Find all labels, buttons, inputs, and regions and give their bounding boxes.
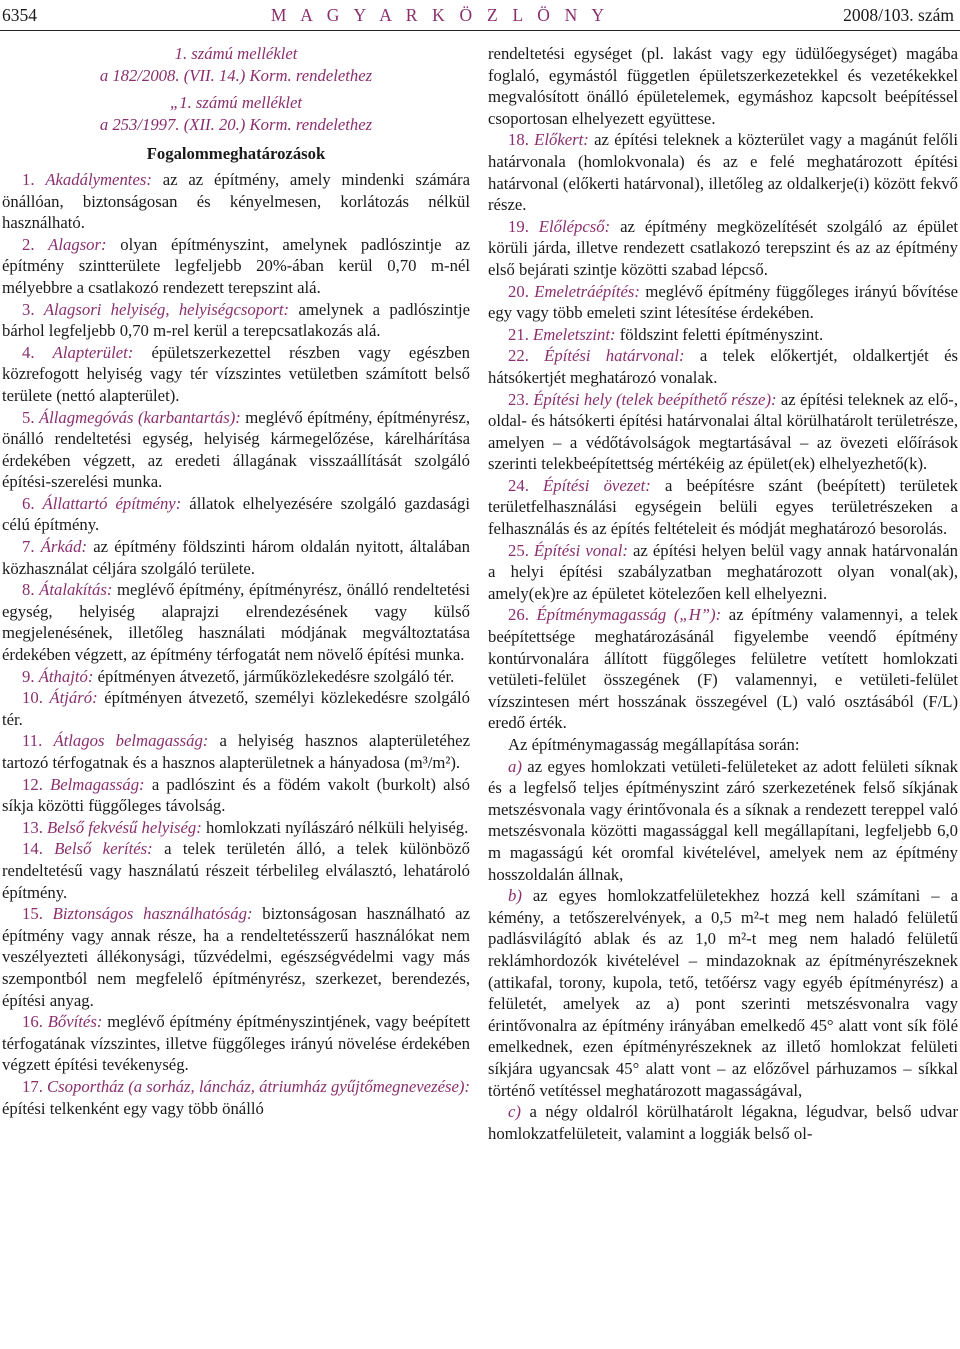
definition-term: Építési határvonal:: [544, 346, 685, 366]
definition-paragraph: [2, 730, 470, 773]
definition-body: a négy oldalról körülhatárolt légakna, légudvar, belső udvar homlokzatfelületeit, valamint a loggiák belső ol-: [488, 1102, 958, 1143]
page-number: 6354: [2, 4, 37, 25]
definition-term: Bővítés:: [47, 1012, 103, 1032]
definition-paragraph: [2, 536, 470, 579]
definition-paragraph: [2, 687, 470, 730]
definition-number: 26.: [508, 605, 529, 625]
page-header: [2, 2, 954, 28]
definition-paragraph: [2, 342, 470, 407]
definition-term: Átjáró:: [49, 688, 98, 708]
definition-body: építményen átvezető, járműközlekedésre szolgáló tér.: [93, 666, 455, 686]
definition-term: Alagsori helyiség, helyiségcsoport:: [43, 299, 290, 319]
definition-body: a padlószint és a födém vakolt (burkolt) alsó síkja közötti függőleges távolság.: [2, 774, 471, 816]
definition-paragraph: [2, 817, 470, 839]
definition-paragraph: [488, 734, 958, 756]
definition-body: állatok elhelyezésére szolgáló gazdasági célú építmény.: [2, 493, 471, 535]
left-column: [2, 43, 470, 1119]
definition-body: földszint feletti építményszint.: [615, 324, 824, 344]
definition-term: Építési hely (telek beépíthető része):: [533, 389, 777, 409]
definition-list-right: [488, 43, 958, 1144]
definition-body: az építmény földszinti három oldalán nyitott, általában közhasználat céljára szolgáló területe.: [2, 537, 470, 578]
definition-body: az építési teleknek a közterület vagy a magánút felőli határvonala (homlokvonala) és az e felé meghatározott építési határvonal (előkerti határvonal), illetőleg az oldalkerje(i) között fekvő része.: [488, 130, 959, 215]
definition-body: az az építmény, amely mindenki számára önállóan, biztonságosan és kényelmesen, korlátozás nélkül használható.: [2, 169, 471, 233]
definition-term: Építménymagasság („H”):: [536, 605, 722, 625]
definition-paragraph: [2, 234, 470, 299]
definition-term: Állagmegóvás (karbantartás):: [38, 407, 241, 427]
definition-paragraph: [2, 666, 470, 688]
definition-term: Belmagasság:: [50, 774, 145, 794]
definition-paragraph: [488, 129, 958, 215]
definition-number: 4.: [22, 342, 35, 362]
definition-body: az egyes homlokzatfelületekhez hozzá kell számítani – a kémény, a tetőszerelvények, a 0,5 m²-t meg nem haladó felületű padlásvilágító ablak és az 1,0 m²-t meg nem haladó felületű reklámhordozók kivételével – mindazoknak az építményrészeknek (attikafal, torony, kupola, tető, tetőérsz vagy egyéb építményrész) a felületét, amelyek az a) pont szerinti metszésvonalra vagy érintővonalra az építmény irányában emelkedő 45° alatt vont sík fölé emelkednek, ezen építményrészeknek az illető homlokzat felületi síkjára ugyancsak 45° alatt vont – az előzővel párhuzamos – síkkal történő vetítéssel meghatározott magasságával,: [488, 886, 958, 1100]
definition-term: a): [508, 756, 522, 776]
definition-term: Átalakítás:: [39, 580, 113, 600]
definition-paragraph: [488, 475, 958, 540]
definition-paragraph: [2, 774, 470, 817]
journal-title: M A G Y A R K Ö Z L Ö N Y: [270, 4, 610, 25]
definition-term: Építési övezet:: [543, 475, 651, 495]
definition-term: Átlagos belmagasság:: [53, 731, 209, 751]
definition-paragraph: [488, 43, 958, 129]
definition-term: b): [508, 886, 522, 906]
header-rule: [0, 30, 960, 31]
definition-number: 11.: [22, 731, 43, 751]
definition-body: a telek területén álló, a telek különböző rendeltetésű vagy használatú részeit térbelileg elválasztó, lehatároló építmény.: [2, 839, 470, 902]
definition-body: olyan építményszint, amelynek padlószintje az építmény szintterülete legfeljebb 20%-ában kerül 0,70 m-nél mélyebbre a csatlakozó rendezett terepszint alá.: [2, 234, 470, 297]
definition-term: Akadálymentes:: [45, 169, 152, 189]
definition-paragraph: [2, 1011, 470, 1076]
definition-term: Árkád:: [40, 537, 88, 557]
definition-body: a beépítésre szánt (beépített) területek területfelhasználási egységein belüli egyes területrészeken a felhasználás és az építés feltételeit és módját meghatározó besorolás.: [488, 475, 958, 539]
definition-term: c): [508, 1102, 521, 1122]
section-title: Fogalommeghatározások: [146, 144, 326, 164]
annex-line-3: „1. számú melléklet: [169, 93, 303, 113]
definition-paragraph: [488, 324, 958, 346]
definition-number: 23.: [508, 389, 529, 409]
annex-line-4: a 253/1997. (XII. 20.) Korm. rendelethez: [99, 114, 373, 134]
definition-body: az egyes homlokzati vetületi-felületeket az adott felületi síknak és a legfelső teljes építményszint záró szerkezetének felső síkjának metszésvonala vagy érintővonala és a síknak a rendezett tereppel való metszésvonala közötti magassággal kell megállapítani, legfeljebb 6,0 m magasságú két oromfal kivételével, amelyek nem az építmény hosszoldalán állnak,: [488, 756, 958, 884]
right-column: [488, 43, 958, 1144]
definition-number: 8.: [22, 580, 35, 600]
definition-paragraph: [488, 216, 958, 281]
definition-number: 20.: [508, 281, 529, 301]
definition-body: az építmény megközelítését szolgáló az épület körüli járda, illetve rendezett csatlakozó terepszint és az az építmény első bejárati szintje közötti szabad lépcső.: [488, 216, 958, 279]
definition-body: meglévő építmény építményszintjének, vagy beépített térfogatának vízszintes, illetve függőleges irányú növelése érdekében végzett építési tevékenység.: [2, 1012, 471, 1075]
definition-list-left: [2, 169, 470, 1119]
definition-term: Előlépcső:: [538, 216, 611, 236]
definition-paragraph: [2, 407, 470, 493]
definition-body: építési telkenként egy vagy több önálló: [2, 1098, 264, 1118]
definition-paragraph: [488, 345, 958, 388]
definition-body: építményen átvezető, személyi közlekedésre szolgáló tér.: [2, 688, 471, 729]
definition-term: Építési vonal:: [533, 540, 628, 560]
definition-paragraph: [488, 885, 958, 1101]
definition-number: 17.: [22, 1076, 43, 1096]
definition-body: az építési teleknek az elő-, oldal- és hátsókerti építési határvonalai által körülhatárolt területrésze, amelyen – a védőtávolságok megtartásával – az övezeti előírások szerinti telekbeépítettség mértékéig az épület(ek) elhelyezhető(k).: [488, 389, 959, 474]
definition-body: amelynek a padlószintje bárhol legfeljebb 0,70 m-rel kerül a terepcsatlakozás alá.: [2, 299, 470, 341]
definition-term: Belső fekvésű helyiség:: [47, 817, 202, 837]
annex-line-1: 1. számú melléklet: [174, 44, 298, 63]
definition-paragraph: [488, 1101, 958, 1144]
definition-number: 1.: [22, 169, 35, 189]
definition-term: Alagsor:: [48, 234, 107, 254]
definition-number: 9.: [22, 666, 35, 686]
definition-paragraph: [488, 281, 958, 324]
definition-paragraph: [488, 389, 958, 475]
definition-number: 22.: [508, 346, 529, 366]
definition-number: 24.: [508, 475, 529, 495]
definition-number: 15.: [22, 904, 43, 924]
definition-term: Áthajtó:: [38, 666, 94, 686]
definition-body: a helyiség hasznos alapterületéhez tartozó térfogatnak és a hasznos alapterületnek a hányadosa (m³/m²).: [2, 731, 470, 772]
definition-term: Előkert:: [534, 130, 589, 150]
definition-number: 12.: [22, 774, 43, 794]
definition-number: 7.: [22, 537, 35, 557]
definition-number: 25.: [508, 540, 529, 560]
definition-paragraph: [2, 579, 470, 665]
definition-term: Emeletszint:: [533, 324, 616, 344]
definition-number: 10.: [22, 688, 43, 708]
definition-body: homlokzati nyílászáró nélküli helyiség.: [201, 817, 469, 837]
definition-paragraph: [488, 540, 958, 605]
issue-number: 2008/103. szám: [843, 4, 954, 25]
definition-number: 3.: [22, 299, 35, 319]
definition-body: rendeltetési egységet (pl. lakást vagy egy üdülőegységet) magába foglaló, egymástól független épületszerkezetekkel és vezetékekkel megvalósított önálló épületelemek, egymáshoz kapcsolt beépítéssel csoportosan elhelyezett együttese.: [488, 44, 958, 128]
definition-number: 16.: [22, 1012, 43, 1032]
definition-body: épületszerkezettel részben vagy egészben közrefogott helyiség vagy tér vízszintes vetületben számított belső területe (nettó alapterület).: [2, 342, 470, 405]
definition-body: meglévő építmény függőleges irányú bővítése egy vagy több emeleti szint létesítése érdekében.: [488, 281, 959, 323]
definition-term: Belső kerítés:: [54, 839, 153, 859]
definition-body: biztonságosan használható az építmény vagy annak része, ha a rendeltetésszerű használókat nem veszélyezteti állékonysági, tűzvédelmi, egészségvédelmi vagy más szempontból nem megfelelő építményrész, szerkezet, berendezés, építési anyag.: [2, 904, 470, 1010]
definition-number: 19.: [508, 216, 529, 236]
definition-paragraph: [2, 903, 470, 1011]
definition-paragraph: [488, 604, 958, 734]
definition-term: Állattartó építmény:: [42, 493, 182, 513]
definition-body: meglévő építmény, építményrész, önálló rendeltetési egység, helyiség alaprajzi elrendezésének vagy külső megjelenésének, illetőleg használati módjának megváltoztatása érdekében végzett, az építmény térfogatát nem növelő építési munka.: [2, 580, 470, 665]
definition-number: 21.: [508, 324, 529, 344]
definition-number: 14.: [22, 839, 43, 859]
definition-body: meglévő építmény, építményrész, önálló rendeltetési egység, helyiség kármegelőzése, kárelhárítása érdekében végzett, az eredeti állagának visszaállítását szolgáló építési-szerelési munka.: [2, 407, 470, 492]
definition-number: 6.: [22, 493, 35, 513]
definition-number: 18.: [508, 130, 529, 150]
definition-term: Emeletráépítés:: [534, 281, 640, 301]
definition-paragraph: [2, 299, 470, 342]
definition-body: Az építménymagasság megállapítása során:: [508, 735, 800, 754]
annex-line-2: a 182/2008. (VII. 14.) Korm. rendelethez: [99, 65, 373, 85]
definition-body: az építési helyen belül vagy annak határvonalán a helyi építési szabályzatban meghatározott olyan vonal(ak), amely(ek)re az épületet kötelezően kell elhelyezni.: [488, 540, 958, 603]
definition-paragraph: [2, 838, 470, 903]
definition-term: Biztonságos használhatóság:: [52, 904, 253, 924]
definition-body: az építmény valamennyi, a telek beépítettsége meghatározásánál figyelembe veendő építmény kontúrvonalára állított függőleges felületre vetített homlokzati vetületi-felület összegének (F) valamennyi, e vetületi-felület vízszintesen mért hosszának összegével (L) való osztásából (F/L) eredő érték.: [488, 605, 959, 733]
definition-paragraph: [2, 169, 470, 234]
definition-term: Alapterület:: [52, 342, 134, 362]
definition-paragraph: [2, 493, 470, 536]
definition-number: 2.: [22, 234, 35, 254]
definition-number: 13.: [22, 817, 43, 837]
definition-body: a telek előkertjét, oldalkertjét és hátsókertjét meghatározó vonalak.: [488, 346, 958, 387]
definition-term: Csoportház (a sorház, láncház, átriumház gyűjtőmegnevezése):: [47, 1076, 470, 1096]
definition-paragraph: [488, 756, 958, 886]
definition-number: 5.: [22, 407, 35, 427]
definition-paragraph: [2, 1076, 470, 1119]
